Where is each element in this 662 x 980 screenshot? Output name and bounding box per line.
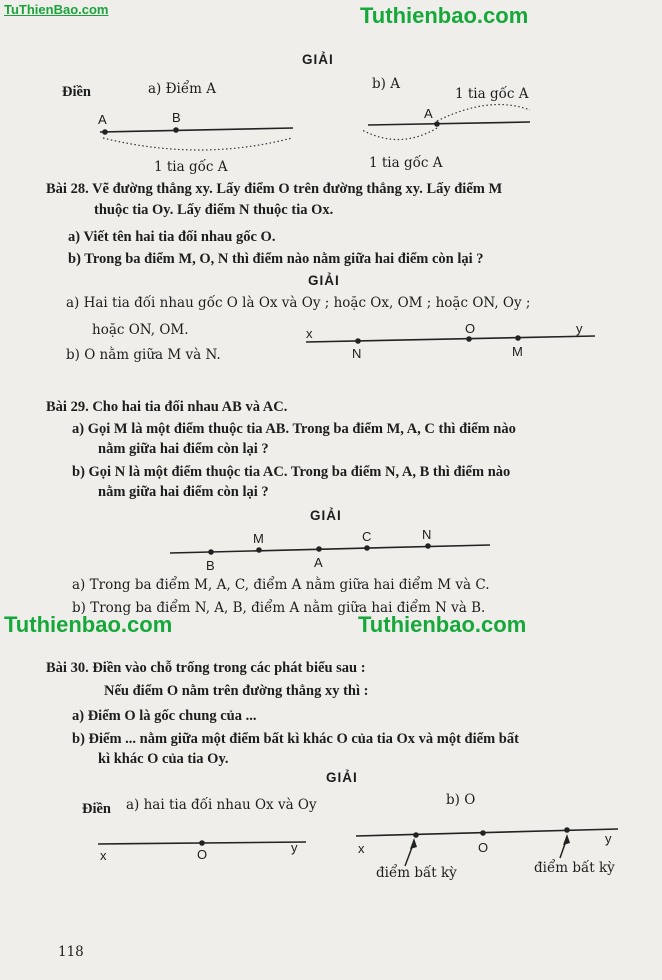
bai30-question-b-line1: b) Điểm ... nằm giữa một điểm bất kì khác O của tia Ox và một điểm bất [72,731,519,747]
fig1b-top-caption: 1 tia gốc A [455,86,529,102]
fig29-label-b: B [206,558,215,573]
bai29-question-a-line1: a) Gọi M là một điểm thuộc tia AB. Trong ba điểm M, A, C thì điểm nào [72,421,516,437]
bai28-answer-b: b) O nằm giữa M và N. [66,347,221,363]
fig1a-label-b: B [172,110,181,125]
fig29-label-a: A [314,555,323,570]
fig30b-label-y: y [605,831,612,846]
fig29-label-c: C [362,529,372,544]
bai28-title-line1: Bài 28. Vẽ đường thẳng xy. Lấy điểm O trên đường thẳng xy. Lấy điểm M [46,181,503,197]
bai29-question-b-line1: b) Gọi N là một điểm thuộc tia AC. Trong ba điểm N, A, B thì điểm nào [72,464,511,480]
bai28-answer-a-line2: hoặc ON, OM. [92,322,189,338]
bai30-answer-a: a) hai tia đối nhau Ox và Oy [126,797,317,813]
fig29-label-m: M [253,531,264,546]
bai30-lead: Nếu điểm O nằm trên đường thẳng xy thì : [104,683,369,699]
bai29-question-a-line2: nằm giữa hai điểm còn lại ? [98,441,269,457]
fig28-label-y: y [576,321,583,336]
bai29-title: Bài 29. Cho hai tia đối nhau AB và AC. [46,399,288,415]
solution-heading-29: GIẢI [310,508,342,523]
page-number: 118 [58,944,84,960]
fill-label-1: Điền [62,84,91,100]
fig28-label-x: x [306,326,313,341]
answer-1a: a) Điểm A [148,81,216,97]
bai29-answer-b: b) Trong ba điểm N, A, B, điểm A nằm giữa hai điểm N và B. [72,600,486,616]
bai28-title-line2: thuộc tia Oy. Lấy điểm N thuộc tia Ox. [94,202,334,218]
fig29-label-n: N [422,527,432,542]
watermark-mid-center: Tuthienbao.com [358,612,527,637]
watermark-mid-left: Tuthienbao.com [4,612,173,637]
fig30b-point-label-2: điểm bất kỳ [534,860,615,876]
fig30a-label-y: y [291,840,298,855]
fill-label-30: Điền [82,801,111,817]
fig28-label-m: M [512,344,523,359]
answer-1b: b) A [372,76,400,92]
fig30a-label-x: x [100,848,107,863]
bai28-answer-a-line1: a) Hai tia đối nhau gốc O là Ox và Oy ; hoặc Ox, OM ; hoặc ON, Oy ; [66,295,531,311]
bai30-title: Bài 30. Điền vào chỗ trống trong các phát biểu sau : [46,660,366,676]
solution-heading-28: GIẢI [308,273,340,288]
fig28-label-n: N [352,346,362,361]
fig1a-label-a: A [98,112,107,127]
watermark-top-center: Tuthienbao.com [360,3,529,28]
fig30b-label-o: O [478,840,489,855]
bai30-answer-b: b) O [446,792,476,808]
bai29-question-b-line2: nằm giữa hai điểm còn lại ? [98,484,269,500]
fig1a-caption: 1 tia gốc A [154,159,228,175]
fig28-label-o: O [465,321,476,336]
bai30-question-b-line2: kì khác O của tia Oy. [98,751,229,767]
watermark-top-left: TuThienBao.com [4,2,109,17]
fig30b-label-x: x [358,841,365,856]
fig1b-label-a: A [424,106,433,121]
bai30-question-a: a) Điểm O là gốc chung của ... [72,708,257,724]
fig1b-caption: 1 tia gốc A [369,155,443,171]
bai29-answer-a: a) Trong ba điểm M, A, C, điểm A nằm giữa hai điểm M và C. [72,577,490,593]
solution-heading-30: GIẢI [326,770,358,785]
bai28-question-a: a) Viết tên hai tia đối nhau gốc O. [68,229,276,245]
fig30a-label-o: O [197,847,208,862]
fig30b-point-label-1: điểm bất kỳ [376,865,457,881]
solution-heading-1: GIẢI [302,52,334,67]
bai28-question-b: b) Trong ba điểm M, O, N thì điểm nào nằm giữa hai điểm còn lại ? [68,251,484,267]
